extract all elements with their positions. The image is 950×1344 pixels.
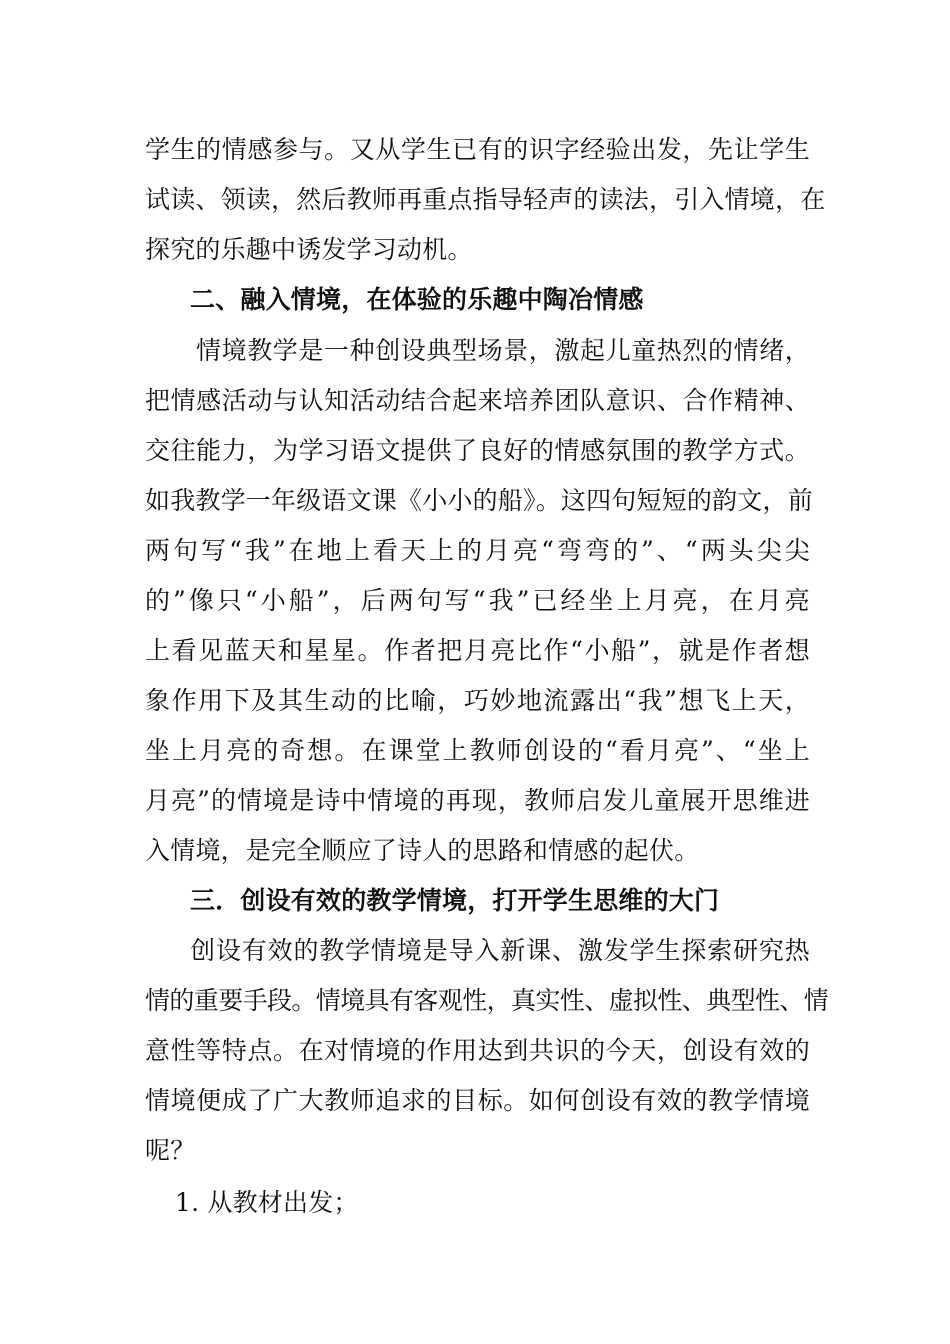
list-item: 1. 从教材出发； bbox=[175, 1188, 359, 1217]
paragraph-line: 情境教学是一种创设典型场景，激起儿童热烈的情绪， bbox=[196, 336, 810, 365]
paragraph-line: 情境便成了广大教师追求的目标。如何创设有效的教学情境 bbox=[145, 1086, 810, 1115]
paragraph-line: 入情境，是完全顺应了诗人的思路和情感的起伏。 bbox=[145, 836, 700, 865]
paragraph-line: 意性等特点。在对情境的作用达到共识的今天，创设有效的 bbox=[145, 1036, 810, 1065]
paragraph-line: 学生的情感参与。又从学生已有的识字经验出发，先让学生 bbox=[145, 135, 810, 164]
section-heading: 二、融入情境，在体验的乐趣中陶冶情感 bbox=[190, 285, 644, 314]
paragraph-line: 创设有效的教学情境是导入新课、激发学生探索研究热 bbox=[190, 936, 810, 965]
paragraph-line: 如我教学一年级语文课《小小的船》。这四句短短的韵文，前 bbox=[145, 486, 813, 515]
paragraph-line: 两句写“我”在地上看天上的月亮“弯弯的”、“两头尖尖 bbox=[145, 536, 810, 565]
paragraph-line: 上看见蓝天和星星。作者把月亮比作“小船”，就是作者想 bbox=[145, 636, 810, 665]
paragraph-line: 把情感活动与认知活动结合起来培养团队意识、合作精神、 bbox=[145, 386, 810, 415]
paragraph-line: 情的重要手段。情境具有客观性，真实性、虚拟性、典型性、情 bbox=[145, 986, 829, 1015]
paragraph-line: 象作用下及其生动的比喻，巧妙地流露出“我”想飞上天， bbox=[145, 686, 810, 715]
paragraph-line: 交往能力，为学习语文提供了良好的情感氛围的教学方式。 bbox=[145, 436, 810, 465]
paragraph-line: 坐上月亮的奇想。在课堂上教师创设的“看月亮”、“坐上 bbox=[145, 736, 810, 765]
paragraph-line: 的”像只“小船”，后两句写“我”已经坐上月亮，在月亮 bbox=[145, 586, 810, 615]
paragraph-line: 月亮”的情境是诗中情境的再现，教师启发儿童展开思维进 bbox=[145, 786, 810, 815]
paragraph-line: 呢？ bbox=[145, 1136, 196, 1165]
paragraph-line: 试读、领读，然后教师再重点指导轻声的读法，引入情境，在 bbox=[145, 185, 826, 214]
section-heading: 三．创设有效的教学情境，打开学生思维的大门 bbox=[190, 886, 720, 915]
paragraph-line: 探究的乐趣中诱发学习动机。 bbox=[145, 235, 473, 264]
